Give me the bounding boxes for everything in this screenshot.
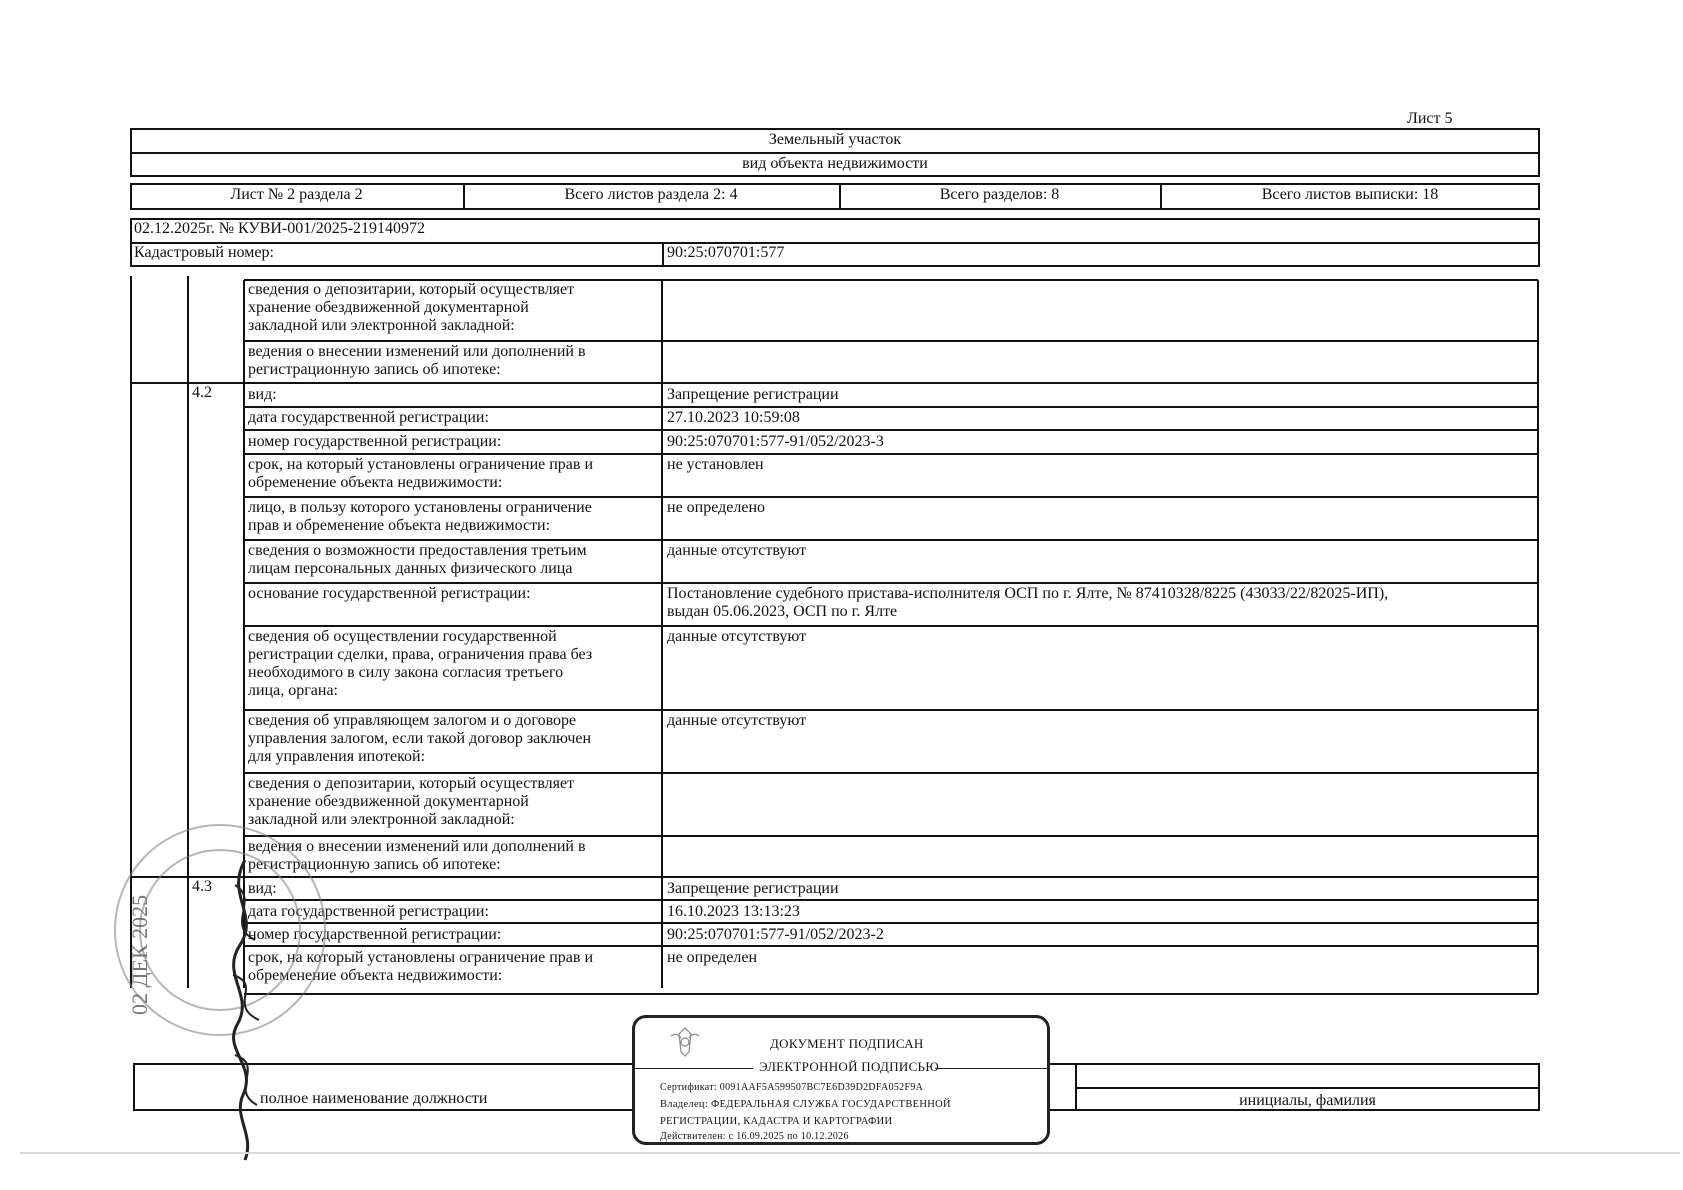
e-sig-rule-1 (635, 1068, 753, 1069)
e-signature-stamp (632, 1015, 1050, 1145)
block-4-3-number: 4.3 (192, 878, 212, 895)
row-value: данные отсутствуют (667, 628, 807, 645)
e-sig-owner-2: РЕГИСТРАЦИИ, КАДАСТРА И КАРТОГРАФИИ (660, 1116, 893, 1127)
row-label: основание государственной регистрации: (248, 585, 531, 602)
cadastral-number: 90:25:070701:577 (667, 244, 785, 261)
row-label: вид: (248, 880, 277, 897)
row-value: 90:25:070701:577-91/052/2023-2 (667, 926, 884, 943)
initials-label: инициалы, фамилия (1239, 1092, 1376, 1109)
row-label: срок, на который установлены ограничение прав и обременение объекта недвижимости: (248, 949, 594, 984)
row-label: вид: (248, 386, 277, 403)
row-value: 16.10.2023 13:13:23 (667, 903, 800, 920)
total-sheets-section: Всего листов раздела 2: 4 (564, 186, 738, 203)
row-value: Постановление судебного пристава-исполнителя ОСП по г. Ялте, № 87410328/8225 (43033/22/82025-ИП), выдан 05.06.2023, ОСП по г. Ялте (667, 585, 1389, 620)
scan-edge-line (20, 1152, 1680, 1154)
emblem-icon (665, 1022, 705, 1062)
row-label: сведения о возможности предоставления третьим лицам персональных данных физического лица (248, 542, 587, 577)
total-sections: Всего разделов: 8 (939, 186, 1060, 203)
row-label: сведения об осуществлении государственной регистрации сделки, права, ограничения права без необходимого в силу закона согласия третьего лица, органа: (248, 628, 593, 699)
row-label: номер государственной регистрации: (248, 433, 502, 450)
e-sig-title-2: ЭЛЕКТРОННОЙ ПОДПИСЬЮ (759, 1059, 939, 1074)
block-4-2-number: 4.2 (192, 384, 212, 401)
row-label: срок, на который установлены ограничение прав и обременение объекта недвижимости: (248, 456, 594, 491)
row-value: 90:25:070701:577-91/052/2023-3 (667, 433, 884, 450)
row-value: Запрещение регистрации (667, 386, 839, 403)
stamp-date: 02 ДЕК 2025 (127, 894, 152, 1015)
cadastral-label: Кадастровый номер: (134, 244, 274, 261)
row-label: номер государственной регистрации: (248, 926, 502, 943)
object-type-label: вид объекта недвижимости (742, 155, 928, 172)
row-value: не установлен (667, 456, 764, 473)
e-sig-title-1: ДОКУМЕНТ ПОДПИСАН (770, 1036, 924, 1051)
handwritten-signature (215, 855, 285, 1165)
row-value: Запрещение регистрации (667, 880, 839, 897)
row-value: данные отсутствуют (667, 542, 807, 559)
row-value: не определено (667, 499, 766, 516)
row-value: данные отсутствуют (667, 712, 807, 729)
row-label: лицо, в пользу которого установлены ограничение прав и обременение объекта недвижимости: (248, 499, 592, 534)
e-sig-rule-2 (935, 1068, 1050, 1069)
e-sig-valid: Действителен: с 16.09.2025 по 10.12.2026 (660, 1131, 849, 1142)
row-label: дата государственной регистрации: (248, 409, 489, 426)
mortgage-changes-label: ведения о внесении изменений или дополнений в регистрационную запись об ипотеке: (248, 343, 586, 378)
row-value: 27.10.2023 10:59:08 (667, 409, 800, 426)
e-sig-owner-1: Владелец: ФЕДЕРАЛЬНАЯ СЛУЖБА ГОСУДАРСТВЕННОЙ (660, 1099, 951, 1110)
total-sheets-extract: Всего листов выписки: 18 (1261, 186, 1439, 203)
row-value: не определен (667, 949, 758, 966)
e-sig-certificate: Сертификат: 0091AAF5A599507BC7E6D39D2DFA052F9A (660, 1082, 924, 1093)
row-label: ведения о внесении изменений или дополнений в регистрационную запись об ипотеке: (248, 838, 586, 873)
row-label: сведения о депозитарии, который осуществляет хранение обездвиженной документарной закладной или электронной закладной: (248, 775, 575, 828)
footer-mid-line (1075, 1087, 1540, 1089)
position-label: полное наименование должности (260, 1090, 488, 1107)
sheet-of-section: Лист № 2 раздела 2 (230, 186, 363, 203)
row-label: дата государственной регистрации: (248, 903, 489, 920)
depositary-info-label: сведения о депозитарии, который осуществляет хранение обездвиженной документарной закладной или электронной закладной: (248, 281, 575, 334)
object-name: Земельный участок (768, 131, 902, 148)
sheet-number: Лист 5 (1407, 110, 1453, 127)
row-label: сведения об управляющем залогом и о договоре управления залогом, если такой договор заключен для управления ипотекой: (248, 712, 592, 765)
doc-ref: 02.12.2025г. № КУВИ-001/2025-219140972 (134, 220, 426, 237)
